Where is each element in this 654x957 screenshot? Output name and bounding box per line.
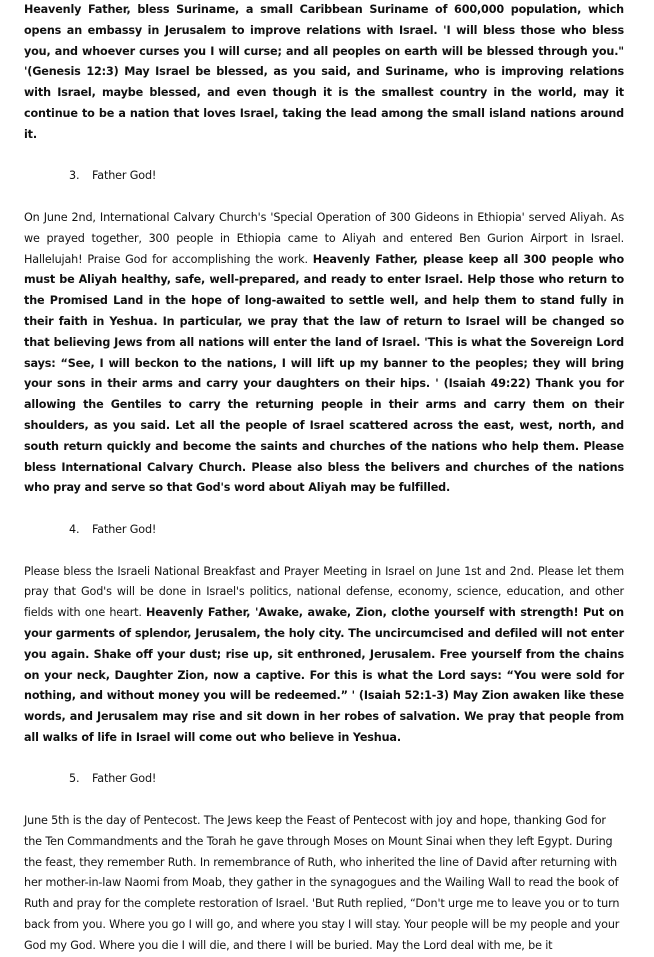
section-heading-5 bbox=[24, 769, 624, 790]
section-title: Father God! bbox=[92, 522, 157, 536]
prayer-paragraph-pentecost bbox=[24, 811, 624, 957]
section-title: Father God! bbox=[92, 772, 157, 786]
section-heading-4 bbox=[24, 520, 624, 541]
section-number: 4. bbox=[69, 522, 80, 536]
prayer-paragraph-aliyah bbox=[24, 208, 624, 499]
bold-prayer-text: Heavenly Father, please keep all 300 people who must be Aliyah healthy, safe, well-prepared, and ready to enter Israel. Help those who return to the Promised Land in the hope of long-awaited to settle well, and help them to stand fully in their faith in Yeshua. In particular, we pray that the law of return to Israel will be changed so that believing Jews from all nations will enter the land of Israel. 'This is what the Sovereign Lord says: “See, I will beckon to the nations, I will lift up my banner to the peoples; they will bring your sons in their arms and carry your daughters on their hips. ' (Isaiah 49:22) Thank you for allowing the Gentiles to carry the returning people in their arms and carry them on their shoulders, as you said. Let all the people of Israel scattered across the east, west, north, and south return quickly and become the saints and churches of the nations who help them. Please bless International Calvary Church. Please also bless the belivers and churches of the nations who pray and serve so that God's word about Aliyah may be fulfilled. bbox=[24, 252, 624, 495]
document-page bbox=[24, 0, 624, 957]
section-number: 3. bbox=[69, 169, 80, 183]
section-title: Father God! bbox=[92, 169, 157, 183]
bold-prayer-text: Heavenly Father, bless Suriname, a small Caribbean Suriname of 600,000 population, which opens an embassy in Jerusalem to improve relations with Israel. 'I will bless those who bless you, and whoever curses you I will curse; and all peoples on earth will be blessed through you." '(Genesis 12:3) May Israel be blessed, as you said, and Suriname, who is improving relations with Israel, maybe blessed, and even though it is the smallest country in the world, may it continue to be a nation that loves Israel, taking the lead among the small island nations around it. bbox=[24, 3, 624, 141]
bold-prayer-text: Heavenly Father, 'Awake, awake, Zion, clothe yourself with strength! Put on your garments of splendor, Jerusalem, the holy city. The uncircumcised and defiled will not enter you again. Shake off your dust; rise up, sit enthroned, Jerusalem. Free yourself from the chains on your neck, Daughter Zion, now a captive. For this is what the Lord says: “You were sold for nothing, and without money you will be redeemed.” ' (Isaiah 52:1-3) May Zion awaken like these words, and Jerusalem may rise and sit down in her robes of salvation. We pray that people from all walks of life in Israel will come out who believe in Yeshua. bbox=[24, 606, 624, 744]
prayer-paragraph-breakfast bbox=[24, 562, 624, 749]
plain-text: Please bless the Israeli National Breakfast and Prayer Meeting in Israel on June 1st and 2nd. Please let them pray that God's will be done in Israel's politics, national defense, economy, science, education, and other fields with one heart. bbox=[24, 564, 624, 620]
section-heading-3 bbox=[24, 166, 624, 187]
prayer-paragraph-suriname bbox=[24, 0, 624, 146]
plain-text: June 5th is the day of Pentecost. The Jews keep the Feast of Pentecost with joy and hope, thanking God for the Ten Commandments and the Torah he gave through Moses on Mount Sinai when they left Egypt. During the feast, they remember Ruth. In remembrance of Ruth, who inherited the line of David after returning with her mother-in-law Naomi from Moab, they gather in the synagogues and the Wailing Wall to read the book of Ruth and pray for the complete restoration of Israel. 'But Ruth replied, “Don't urge me to leave you or to turn back from you. Where you go I will go, and where you stay I will stay. Your people will be my people and your God my God. Where you die I will die, and there I will be buried. May the Lord deal with me, be it bbox=[24, 814, 620, 952]
section-number: 5. bbox=[69, 772, 80, 786]
plain-text: On June 2nd, International Calvary Church's 'Special Operation of 300 Gideons in Ethiopia' served Aliyah. As we prayed together, 300 people in Ethiopia came to Aliyah and entered Ben Gurion Airport in Israel. Hallelujah! Praise God for accomplishing the work. bbox=[24, 210, 624, 266]
